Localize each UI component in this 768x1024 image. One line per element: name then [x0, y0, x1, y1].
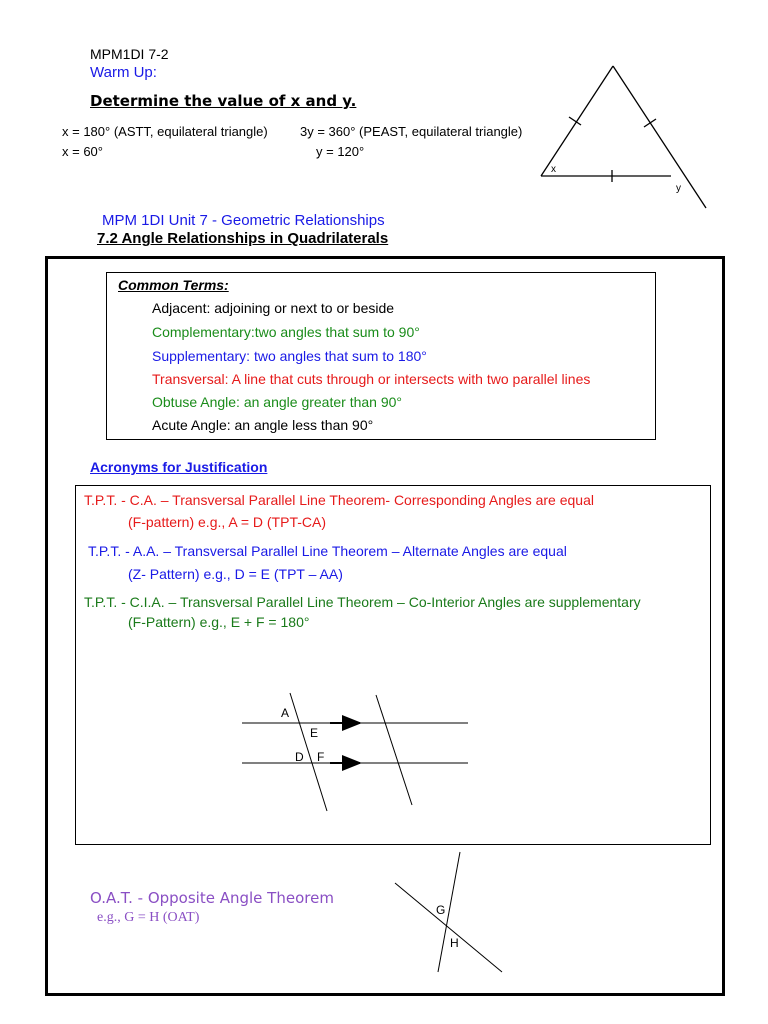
- angle-label-y: y: [676, 183, 681, 194]
- x-work-line-2: x = 60°: [62, 144, 103, 159]
- term-obtuse-angle: Obtuse Angle: an angle greater than 90°: [152, 394, 403, 410]
- tpt-ca-example: (F-pattern) e.g., A = D (TPT-CA): [128, 514, 326, 530]
- tpt-cia-example: (F-Pattern) e.g., E + F = 180°: [128, 614, 310, 630]
- term-supplementary: Supplementary: two angles that sum to 180°: [152, 348, 427, 364]
- angle-label-a: A: [281, 706, 290, 720]
- angle-label-g: G: [436, 903, 446, 917]
- oat-title: O.A.T. - Opposite Angle Theorem: [90, 889, 334, 907]
- term-transversal: Transversal: A line that cuts through or intersects with two parallel lines: [152, 371, 591, 387]
- y-work-line-1: 3y = 360° (PEAST, equilateral triangle): [300, 124, 523, 139]
- x-work-line-1: x = 180° (ASTT, equilateral triangle): [62, 124, 268, 139]
- lesson-title: 7.2 Angle Relationships in Quadrilaterals: [97, 230, 389, 247]
- opposite-angles-diagram: [390, 850, 510, 980]
- equilateral-triangle-diagram: [530, 60, 720, 220]
- angle-label-h: H: [450, 936, 459, 950]
- tpt-cia-definition: T.P.T. - C.I.A. – Transversal Parallel Line Theorem – Co-Interior Angles are supplementary: [84, 594, 641, 610]
- common-terms-heading: Common Terms:: [118, 277, 229, 293]
- acronyms-heading: Acronyms for Justification: [90, 459, 268, 475]
- tpt-aa-definition: T.P.T. - A.A. – Transversal Parallel Line Theorem – Alternate Angles are equal: [88, 543, 567, 559]
- parallel-lines-diagram: [230, 685, 480, 815]
- angle-label-d: D: [295, 750, 304, 764]
- angle-label-e: E: [310, 726, 319, 740]
- warmup-task: Determine the value of x and y.: [90, 92, 357, 110]
- oat-example: e.g., G = H (OAT): [97, 910, 200, 925]
- angle-label-f: F: [317, 750, 325, 764]
- angle-label-x: x: [551, 164, 556, 175]
- unit-title: MPM 1DI Unit 7 - Geometric Relationships: [102, 212, 385, 229]
- triangle-left-side: [541, 66, 613, 176]
- intersecting-line-shallow: [395, 883, 502, 972]
- triangle-right-extended-side: [613, 66, 706, 208]
- course-code: MPM1DI 7-2: [90, 46, 169, 62]
- transversal-right: [376, 695, 412, 805]
- term-adjacent: Adjacent: adjoining or next to or beside: [152, 300, 395, 316]
- warmup-label: Warm Up:: [90, 64, 157, 81]
- term-acute-angle: Acute Angle: an angle less than 90°: [152, 417, 374, 433]
- tpt-aa-example: (Z- Pattern) e.g., D = E (TPT – AA): [128, 566, 343, 582]
- y-work-line-2: y = 120°: [316, 144, 365, 159]
- tick-mark-right: [644, 119, 656, 127]
- term-complementary: Complementary:two angles that sum to 90°: [152, 324, 420, 340]
- tpt-ca-definition: T.P.T. - C.A. – Transversal Parallel Line Theorem- Corresponding Angles are equal: [84, 492, 594, 508]
